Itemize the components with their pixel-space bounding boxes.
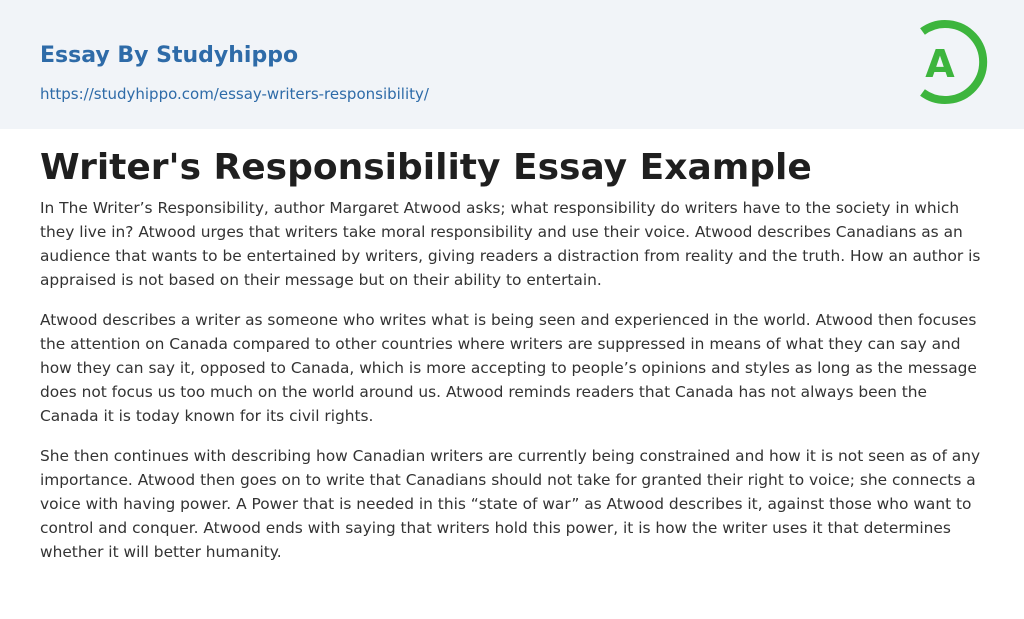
- article-paragraph-1: In The Writer’s Responsibility, author Margaret Atwood asks; what responsibility do writers have to the society in which they live in? Atwood urges that writers take moral responsibility and use their voice. Atwood describes Canadians as an audience that wants to be entertained by writers, giving readers a distraction from reality and the truth. How an author is appraised is not based on their message but on their ability to entertain.: [40, 199, 981, 289]
- source-url-link[interactable]: https://studyhippo.com/essay-writers-responsibility/: [40, 85, 429, 103]
- logo-letter: A: [925, 42, 955, 86]
- article-paragraph-2: Atwood describes a writer as someone who writes what is being seen and experienced in the world. Atwood then focuses the attention on Canada compared to other countries where writers are suppressed in means of what they can say and how they can say it, opposed to Canada, which is more accepting to people’s opinions and styles as long as the message does not focus us too much on the world around us. Atwood reminds readers that Canada has not always been the Canada it is today known for its civil rights.: [40, 311, 977, 425]
- article-content: [0, 148, 1024, 564]
- site-title[interactable]: Essay By Studyhippo: [40, 43, 299, 68]
- site-header: [0, 0, 1024, 129]
- studyhippo-logo-icon[interactable]: [905, 15, 991, 109]
- page-title: Writer's Responsibility Essay Example: [40, 147, 812, 188]
- article-paragraph-3: She then continues with describing how Canadian writers are currently being constrained and how it is not seen as of any importance. Atwood then goes on to write that Canadians should not take for granted their right to voice; she connects a voice with having power. A Power that is needed in this “state of war” as Atwood describes it, against those who want to control and conquer. Atwood ends with saying that writers hold this power, it is how the writer uses it that determines whether it will better humanity.: [40, 447, 981, 561]
